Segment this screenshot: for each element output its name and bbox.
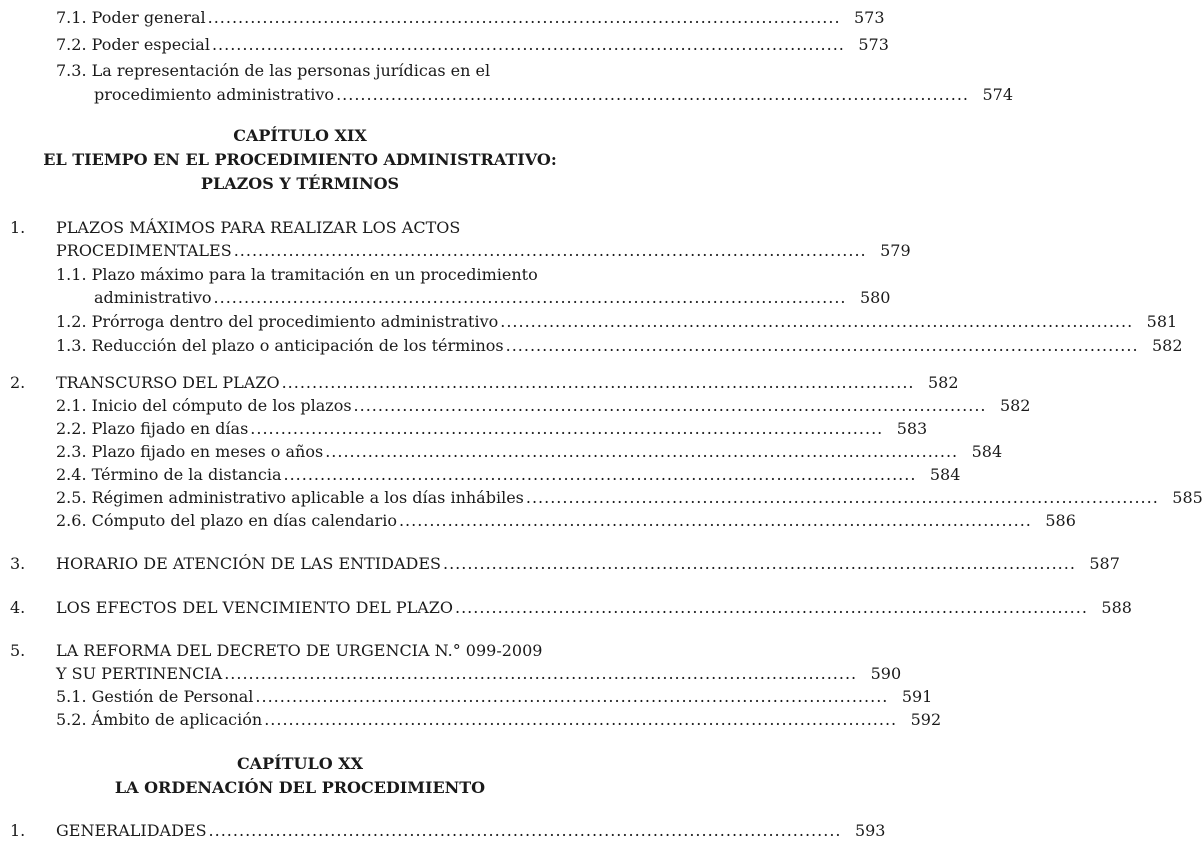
entry-text: 5.2. Ámbito de aplicación: [56, 710, 263, 729]
page-number: 582: [927, 373, 959, 392]
entry-text: 2.6. Cómputo del plazo en días calendario: [56, 511, 397, 530]
entry-text: LA REFORMA DEL DECRETO DE URGENCIA N.° 099-2009: [56, 641, 543, 660]
entry-text: 2.1. Inicio del cómputo de los plazos: [56, 396, 352, 415]
page-number: 592: [910, 710, 942, 729]
toc-entry: [56, 488, 1203, 512]
chapter-title: EL TIEMPO EN EL PROCEDIMIENTO ADMINISTRATIVO:: [43, 150, 557, 169]
toc-entry-cont: [94, 288, 891, 312]
entry-text: procedimiento administrativo: [94, 85, 335, 104]
page-number: 585: [1172, 488, 1203, 507]
toc-entry: [56, 35, 889, 59]
entry-text: PLAZOS MÁXIMOS PARA REALIZAR LOS ACTOS: [56, 218, 461, 237]
page-number: 579: [880, 241, 911, 260]
toc-entry: [56, 710, 942, 734]
page-number: 586: [1045, 511, 1076, 530]
page-number: 587: [1089, 554, 1120, 573]
leader-dots: ........................................................................................................: [455, 598, 1088, 617]
leader-dots: ........................................................................................................: [336, 85, 969, 104]
toc-entry: [56, 598, 1132, 622]
toc-entry: [56, 687, 933, 711]
chapter-heading: CAPÍTULO XIX: [233, 126, 367, 145]
leader-dots: ........................................................................................................: [255, 687, 889, 706]
leader-dots: ........................................................................................................: [224, 664, 858, 683]
section-number: 4.: [10, 598, 26, 617]
entry-text: 2.3. Plazo fijado en meses o años: [56, 442, 324, 461]
chapter-title: LA ORDENACIÓN DEL PROCEDIMIENTO: [114, 778, 486, 797]
entry-text: 7.2. Poder especial: [56, 35, 210, 54]
leader-dots: ........................................................................................................: [211, 35, 845, 54]
leader-dots: ........................................................................................................: [233, 241, 867, 260]
entry-text: GENERALIDADES: [56, 821, 207, 840]
leader-dots: ........................................................................................................: [208, 821, 842, 840]
leader-dots: ........................................................................................................: [398, 511, 1032, 530]
entry-text: TRANSCURSO DEL PLAZO: [56, 373, 280, 392]
chapter-heading: CAPÍTULO XX: [236, 754, 364, 773]
page-number: 573: [854, 8, 885, 27]
toc-entry: [56, 396, 1031, 420]
leader-dots: ........................................................................................................: [325, 442, 959, 461]
section-number: 2.: [10, 373, 26, 392]
toc-entry: [56, 442, 1003, 466]
toc-entry-cont: [56, 241, 911, 265]
page-number: 583: [896, 419, 928, 438]
entry-text: administrativo: [94, 288, 212, 307]
toc-entry: [56, 465, 961, 489]
page-number: 581: [1146, 312, 1178, 331]
section-number: 1.: [10, 218, 26, 237]
entry-text: 2.5. Régimen administrativo aplicable a los días inhábiles: [56, 488, 524, 507]
page-number: 580: [859, 288, 891, 307]
leader-dots: ........................................................................................................: [250, 419, 884, 438]
page-number: 582: [999, 396, 1031, 415]
entry-text: 7.3. La representación de las personas jurídicas en el: [56, 61, 491, 80]
leader-dots: ........................................................................................................: [207, 8, 841, 27]
toc-entry: [56, 419, 928, 443]
toc-entry-cont: [94, 85, 1013, 109]
leader-dots: ........................................................................................................: [525, 488, 1159, 507]
toc-entry: [56, 554, 1120, 578]
page-number: 574: [982, 85, 1013, 104]
section-number: 5.: [10, 641, 26, 660]
entry-text: LOS EFECTOS DEL VENCIMIENTO DEL PLAZO: [56, 598, 453, 617]
entry-text: 2.4. Término de la distancia: [56, 465, 282, 484]
leader-dots: ........................................................................................................: [500, 312, 1134, 331]
leader-dots: ........................................................................................................: [442, 554, 1076, 573]
leader-dots: ........................................................................................................: [264, 710, 898, 729]
entry-text: 5.1. Gestión de Personal: [56, 687, 254, 706]
toc-entry: [56, 267, 596, 289]
page-number: 591: [901, 687, 933, 706]
toc-entry: [56, 220, 596, 242]
leader-dots: ........................................................................................................: [283, 465, 917, 484]
leader-dots: ........................................................................................................: [213, 288, 847, 307]
page-number: 593: [854, 821, 886, 840]
entry-text: 1.3. Reducción del plazo o anticipación de los términos: [56, 336, 504, 355]
entry-text: Y SU PERTINENCIA: [56, 664, 223, 683]
page-number: 584: [929, 465, 961, 484]
toc-entry: [56, 63, 596, 85]
toc-entry: [56, 511, 1076, 535]
toc-entry: [56, 821, 886, 845]
page-number: 584: [971, 442, 1003, 461]
section-number: 1.: [10, 821, 26, 840]
section-number: 3.: [10, 554, 26, 573]
page-number: 588: [1101, 598, 1132, 617]
page-number: 573: [858, 35, 889, 54]
page-number: 582: [1152, 336, 1183, 355]
toc-entry: [56, 336, 1183, 360]
page-number: 590: [870, 664, 902, 683]
entry-text: 7.1. Poder general: [56, 8, 206, 27]
entry-text: PROCEDIMENTALES: [56, 241, 232, 260]
entry-text: 2.2. Plazo fijado en días: [56, 419, 249, 438]
leader-dots: ........................................................................................................: [505, 336, 1139, 355]
toc-entry: [56, 312, 1178, 336]
toc-entry: [56, 8, 885, 32]
entry-text: HORARIO DE ATENCIÓN DE LAS ENTIDADES: [56, 554, 441, 573]
chapter-title: PLAZOS Y TÉRMINOS: [200, 174, 400, 193]
toc-entry: [56, 643, 596, 665]
toc-entry: [56, 373, 959, 397]
leader-dots: ........................................................................................................: [353, 396, 987, 415]
toc-entry-cont: [56, 664, 902, 688]
entry-text: 1.2. Prórroga dentro del procedimiento administrativo: [56, 312, 499, 331]
leader-dots: ........................................................................................................: [281, 373, 915, 392]
entry-text: 1.1. Plazo máximo para la tramitación en un procedimiento: [56, 265, 538, 284]
